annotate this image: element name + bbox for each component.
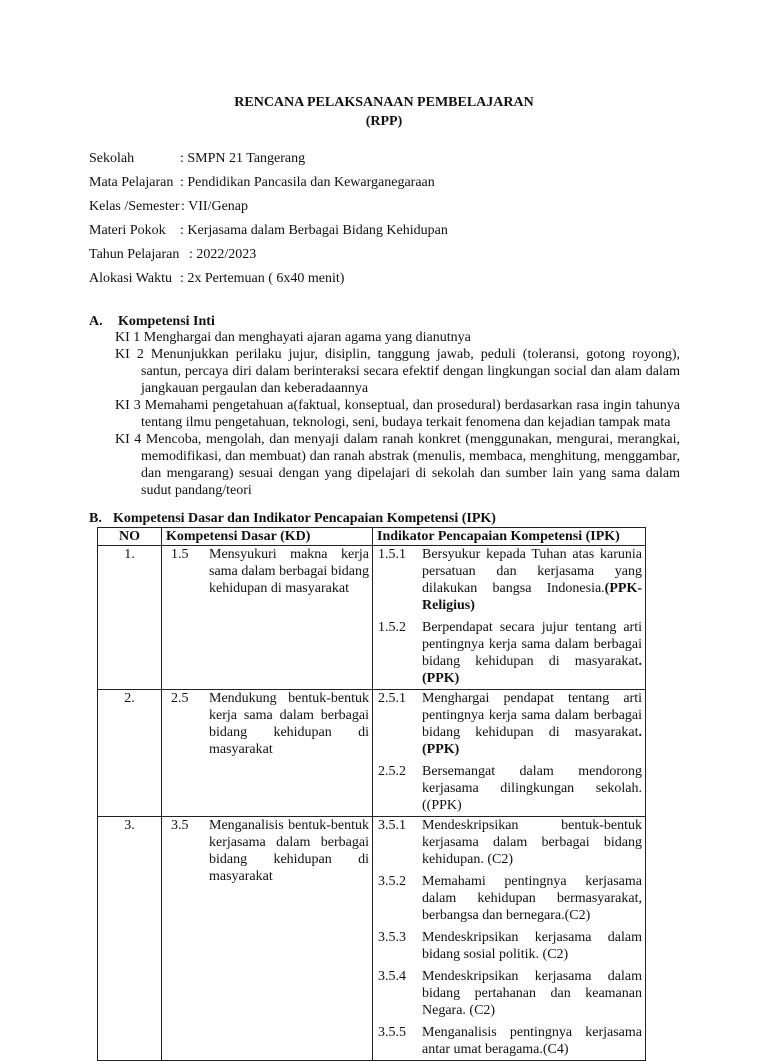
ipk-number: 1.5.1 — [378, 547, 406, 562]
ipk-item — [378, 817, 642, 868]
ipk-number: 3.5.3 — [378, 930, 406, 945]
ki-item: KI 4 Mencoba, mengolah, dan menyaji dalam ranah konkret (menggunakan, mengurai, merangkai, memodifikasi, dan membuat) dan ranah abstrak (menulis, membaca, menghitung, menggambar, dan mengarang) sesuai dengan yang dipelajari di sekolah dan sumber lain yang sama dalam sudut pandang/teori — [115, 432, 680, 498]
identity-label: Sekolah — [89, 151, 135, 166]
ipk-text: Bersemangat dalam mendorong kerjasama dilingkungan sekolah.((PPK) — [422, 764, 642, 813]
ipk-item — [378, 763, 642, 814]
ipk-tag: . (PPK) — [422, 725, 642, 757]
ipk-number: 3.5.1 — [378, 818, 406, 833]
table-row — [98, 546, 646, 690]
ipk-item — [378, 968, 642, 1019]
section-b-letter: B. — [89, 511, 102, 526]
table-row — [98, 690, 646, 817]
kd-cell — [162, 546, 373, 690]
kd-text: Mendukung bentuk-bentuk kerja sama dalam berbagai bidang kehidupan di masyarakat — [209, 691, 369, 757]
ipk-item — [378, 929, 642, 963]
document-subtitle: (RPP) — [365, 114, 403, 129]
ipk-item — [378, 690, 642, 758]
ipk-number: 2.5.1 — [378, 691, 406, 706]
identity-label: Kelas /Semester — [89, 199, 180, 214]
ipk-cell — [373, 546, 646, 690]
kompetensi-inti-list — [115, 329, 680, 499]
document-title: RENCANA PELAKSANAAN PEMBELAJARAN — [234, 95, 534, 110]
identity-value: : Pendidikan Pancasila dan Kewarganegaraan — [180, 175, 435, 190]
identity-label: Alokasi Waktu — [89, 271, 172, 286]
ipk-item — [378, 1024, 642, 1058]
ipk-text: Mendeskripsikan kerjasama dalam bidang pertahanan dan keamanan Negara. (C2) — [422, 969, 642, 1018]
row-number: 2. — [98, 690, 162, 817]
kd-ipk-table — [97, 527, 646, 1061]
header-ipk: Indikator Pencapaian Kompetensi (IPK) — [373, 528, 646, 546]
table-header-row — [98, 528, 646, 546]
header-no: NO — [98, 528, 162, 546]
ipk-number: 2.5.2 — [378, 764, 406, 779]
identity-value: : 2022/2023 — [189, 247, 257, 262]
ipk-text: Bersyukur kepada Tuhan atas karunia persatuan dan kerjasama yang dilakukan bangsa Indonesia. — [422, 547, 642, 596]
identity-label: Tahun Pelajaran — [89, 247, 180, 262]
ipk-number: 3.5.4 — [378, 969, 406, 984]
ipk-number: 3.5.5 — [378, 1025, 406, 1040]
ipk-number: 1.5.2 — [378, 620, 406, 635]
section-a-heading — [89, 313, 215, 330]
section-b-title: Kompetensi Dasar dan Indikator Pencapaian Kompetensi (IPK) — [113, 511, 496, 526]
identity-value: : SMPN 21 Tangerang — [180, 151, 306, 166]
row-number: 3. — [98, 817, 162, 1061]
ipk-cell — [373, 690, 646, 817]
identity-value: : Kerjasama dalam Berbagai Bidang Kehidupan — [180, 223, 448, 238]
section-a-title: Kompetensi Inti — [118, 314, 215, 329]
header-kd: Kompetensi Dasar (KD) — [162, 528, 373, 546]
ipk-text: Mendeskripsikan kerjasama dalam bidang sosial politik. (C2) — [422, 930, 642, 962]
kd-number: 3.5 — [171, 818, 189, 833]
ipk-tag: .(PPK) — [422, 654, 642, 686]
identity-label: Mata Pelajaran — [89, 175, 174, 190]
kd-number: 2.5 — [171, 691, 189, 706]
ipk-number: 3.5.2 — [378, 874, 406, 889]
ipk-item — [378, 619, 642, 687]
identity-label: Materi Pokok — [89, 223, 166, 238]
ipk-text: Menghargai pendapat tentang arti pentingnya kerja sama dalam berbagai bidang kehidupan di masyarakat — [422, 691, 642, 740]
section-b-heading — [89, 510, 496, 527]
row-number: 1. — [98, 546, 162, 690]
kd-number: 1.5 — [171, 547, 189, 562]
ipk-text: Menganalisis pentingnya kerjasama antar umat beragama.(C4) — [422, 1025, 642, 1057]
ki-item: KI 2 Menunjukkan perilaku jujur, disiplin, tanggung jawab, peduli (toleransi, gotong royong), santun, percaya diri dalam berinteraksi secara efektif dengan lingkungan social dan alam dalam jangkauan pergaulan dan keberadaannya — [115, 347, 680, 396]
identity-value: : VII/Genap — [181, 199, 248, 214]
ki-item: KI 3 Memahami pengetahuan a(faktual, konseptual, dan prosedural) berdasarkan rasa ingin tahunya tentang ilmu pengetahuan, teknologi, seni, budaya terkait fenomena dan kejadian tampak mata — [115, 398, 680, 430]
ipk-text: Memahami pentingnya kerjasama dalam kehidupan bermasyarakat, berbangsa dan bernegara.(C2) — [422, 874, 642, 923]
section-a-letter: A. — [89, 314, 103, 329]
ipk-text: Berpendapat secara jujur tentang arti pentingnya kerja sama dalam berbagai bidang kehidupan di masyarakat — [422, 620, 642, 669]
kd-cell — [162, 690, 373, 817]
ki-item: KI 1 Menghargai dan menghayati ajaran agama yang dianutnya — [115, 330, 471, 345]
kd-text: Mensyukuri makna kerja sama dalam berbagai bidang kehidupan di masyarakat — [209, 547, 369, 596]
kd-text: Menganalisis bentuk-bentuk kerjasama dalam berbagai bidang kehidupan di masyarakat — [209, 818, 369, 884]
ipk-tag: (PPK-Religius) — [422, 581, 642, 613]
identity-value: : 2x Pertemuan ( 6x40 menit) — [180, 271, 345, 286]
ipk-item — [378, 873, 642, 924]
ipk-item — [378, 546, 642, 614]
ipk-text: Mendeskripsikan bentuk-bentuk kerjasama dalam berbagai bidang kehidupan. (C2) — [422, 818, 642, 867]
